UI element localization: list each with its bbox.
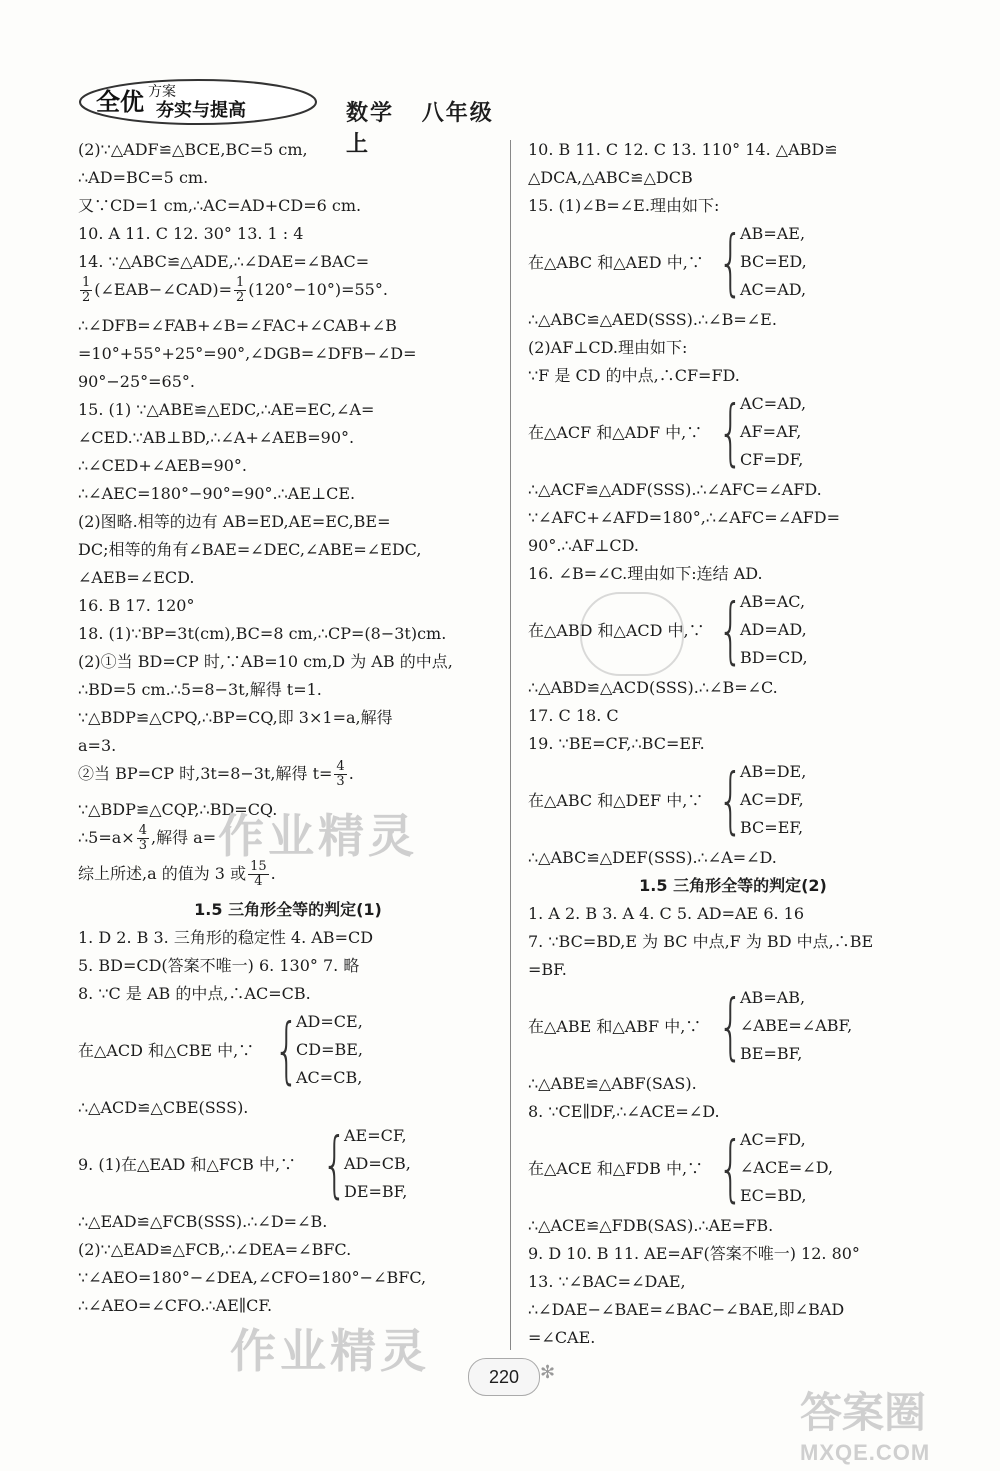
series-logo xyxy=(78,72,318,128)
column-divider xyxy=(510,140,511,1350)
answer-line: ∵F 是 CD 的中点,∴CF=FD. xyxy=(528,366,740,385)
answer-line: 18. (1)∵BP=3t(cm),BC=8 cm,∴CP=(8−3t)cm. xyxy=(78,624,447,643)
answer-line: 14. ∵△ABC≌△ADE,∴∠DAE=∠BAC= xyxy=(78,252,370,271)
svg-text:全优: 全优 xyxy=(96,88,144,116)
answer-line: ∴∠DAE−∠BAE=∠BAC−∠BAE,即∠BAD xyxy=(528,1300,845,1319)
watermark: 作业精灵 xyxy=(230,1324,430,1378)
answer-line: ∴BD=5 cm.∴5=8−3t,解得 t=1. xyxy=(78,680,322,699)
equation-system: 在△ACF 和△ADF 中,∵ { AC=AD, AF=AF, CF=DF, xyxy=(528,390,807,474)
answer-line: 10. B 11. C 12. C 13. 110° 14. △ABD≌ xyxy=(528,140,838,159)
answer-line: ∵∠AEO=180°−∠DEA,∠CFO=180°−∠BFC, xyxy=(78,1268,427,1287)
svg-text:方案: 方案 xyxy=(148,84,176,100)
watermark: 作业精灵 xyxy=(218,809,418,863)
fraction-four-thirds: $\frac{4}{3}$ xyxy=(138,823,147,853)
answer-line: ∴△ABC≌△DEF(SSS).∴∠A=∠D. xyxy=(528,848,777,867)
answer-line: ∴△ACF≌△ADF(SSS).∴∠AFC=∠AFD. xyxy=(528,480,822,499)
answer-line: ∵△BDP≌△CPQ,∴BP=CQ,即 3×1=a,解得 xyxy=(78,708,393,727)
answer-line: =∠CAE. xyxy=(528,1328,596,1347)
section-title: 1.5 三角形全等的判定(1) xyxy=(194,900,382,919)
answer-line: ∴∠AEO=∠CFO.∴AE∥CF. xyxy=(78,1296,273,1315)
equation-system: 在△ACE 和△FDB 中,∵ { AC=FD, ∠ACE=∠D, EC=BD, xyxy=(528,1126,834,1210)
answer-line: 5. BD=CD(答案不唯一) 6. 130° 7. 略 xyxy=(78,956,360,975)
answer-line: 17. C 18. C xyxy=(528,706,619,725)
answer-line: 90°.∴AF⊥CD. xyxy=(528,536,639,555)
site-watermark-url: MXQE.COM xyxy=(800,1440,931,1465)
answer-line: (2)∵△ADF≌△BCE,BC=5 cm, xyxy=(78,140,308,159)
equation-system: 在△ABC 和△DEF 中,∵ { AB=DE, AC=DF, BC=EF, xyxy=(528,758,807,842)
section-title: 1.5 三角形全等的判定(2) xyxy=(639,876,827,895)
answer-line: 15. (1)∠B=∠E.理由如下: xyxy=(528,196,720,215)
right-column xyxy=(528,136,938,1352)
answer-line: 1. D 2. B 3. 三角形的稳定性 4. AB=CD xyxy=(78,928,374,947)
answer-line: 19. ∵BE=CF,∴BC=EF. xyxy=(528,734,705,753)
answer-line-fraction: 综上所述,a 的值为 3 或 $\frac{15}{4}$ . xyxy=(78,859,276,889)
page-number: 220 xyxy=(468,1358,540,1396)
answer-line-fraction: ∴5=a× $\frac{4}{3}$ ,解得 a= xyxy=(78,823,217,853)
left-brace: { xyxy=(718,220,744,304)
header-volume: 上 xyxy=(346,132,371,157)
flower-ornament-icon: ✻ xyxy=(540,1362,556,1383)
answer-line: ∴∠DFB=∠FAB+∠B=∠FAC+∠CAB+∠B xyxy=(78,316,397,335)
fraction-four-thirds: $\frac{4}{3}$ xyxy=(336,759,345,789)
fraction-fifteen-fourths: $\frac{15}{4}$ xyxy=(250,859,267,889)
left-brace: { xyxy=(322,1122,348,1206)
answer-line: 10. A 11. C 12. 30° 13. 1 : 4 xyxy=(78,224,304,243)
answer-line: 7. ∵BC=BD,E 为 BC 中点,F 为 BD 中点,∴BE xyxy=(528,932,874,951)
answer-line: (2)图略.相等的边有 AB=ED,AE=EC,BE= xyxy=(78,512,391,531)
answer-line-fraction: ②当 BP=CP 时,3t=8−3t,解得 t= $\frac{4}{3}$ . xyxy=(78,759,354,789)
answer-line: ∠CED.∵AB⊥BD,∴∠A+∠AEB=90°. xyxy=(78,428,355,447)
answer-line: 16. ∠B=∠C.理由如下:连结 AD. xyxy=(528,564,763,583)
left-brace: { xyxy=(274,1008,300,1092)
series-logo-graphic xyxy=(78,72,318,128)
answer-line: ∴△ACD≌△CBE(SSS). xyxy=(78,1098,249,1117)
answer-line: ∴△ABC≌△AED(SSS).∴∠B=∠E. xyxy=(528,310,777,329)
answer-line: ∵△BDP≌△CQP,∴BD=CQ. xyxy=(78,800,278,819)
left-brace: { xyxy=(718,1126,744,1210)
answer-line: ∴AD=BC=5 cm. xyxy=(78,168,209,187)
answer-line: 又∵CD=1 cm,∴AC=AD+CD=6 cm. xyxy=(78,196,362,215)
answer-line: 15. (1) ∵△ABE≌△EDC,∴AE=EC,∠A= xyxy=(78,400,375,419)
left-brace: { xyxy=(718,390,744,474)
answer-line: ∴△ACE≌△FDB(SAS).∴AE=FB. xyxy=(528,1216,774,1235)
answer-line: 90°−25°=65°. xyxy=(78,372,195,391)
site-watermark-logo xyxy=(800,1380,990,1465)
fraction-half: $\frac{1}{2}$ xyxy=(82,275,91,305)
answer-line: 13. ∵∠BAC=∠DAE, xyxy=(528,1272,686,1291)
equation-system: 在△ABE 和△ABF 中,∵ { AB=AB, ∠ABE=∠ABF, BE=BF, xyxy=(528,984,853,1068)
equation-system: 在△ABD 和△ACD 中,∵ { AB=AC, AD=AD, BD=CD, xyxy=(528,588,808,672)
left-brace: { xyxy=(718,758,744,842)
answer-line: ∴△ABE≌△ABF(SAS). xyxy=(528,1074,697,1093)
stamp-seal xyxy=(580,592,684,676)
answer-line: DC;相等的角有∠BAE=∠DEC,∠ABE=∠EDC, xyxy=(78,540,422,559)
site-watermark-title: 答案圈 xyxy=(800,1388,927,1437)
answer-line: ∴∠AEC=180°−90°=90°.∴AE⊥CE. xyxy=(78,484,356,503)
answer-line: =BF. xyxy=(528,960,567,979)
left-brace: { xyxy=(718,588,744,672)
answer-line: ∴△EAD≌△FCB(SSS).∴∠D=∠B. xyxy=(78,1212,328,1231)
answer-line-fraction: $\frac{1}{2}$ (∠EAB−∠CAD)= $\frac{1}{2}$ (120°−10°)=55°. xyxy=(82,275,388,305)
equation-system: 在△ACD 和△CBE 中,∵ { AD=CE, CD=BE, AC=CB, xyxy=(78,1008,363,1092)
answer-line: ∴∠CED+∠AEB=90°. xyxy=(78,456,247,475)
header-grade: 八年级 xyxy=(421,101,494,126)
answer-line: 8. ∵C 是 AB 的中点,∴AC=CB. xyxy=(78,984,311,1003)
answer-line: a=3. xyxy=(78,736,117,755)
equation-system: 9. (1)在△EAD 和△FCB 中,∵ { AE=CF, AD=CB, DE=BF, xyxy=(78,1122,411,1206)
equation-system: 在△ABC 和△AED 中,∵ { AB=AE, BC=ED, AC=AD, xyxy=(528,220,807,304)
answer-line: 9. D 10. B 11. AE=AF(答案不唯一) 12. 80° xyxy=(528,1244,860,1263)
answer-line: =10°+55°+25°=90°,∠DGB=∠DFB−∠D= xyxy=(78,344,417,363)
answer-line: ∠AEB=∠ECD. xyxy=(78,568,195,587)
answer-line: ∵∠AFC+∠AFD=180°,∴∠AFC=∠AFD= xyxy=(528,508,840,527)
fraction-half: $\frac{1}{2}$ xyxy=(236,275,245,305)
left-brace: { xyxy=(718,984,744,1068)
answer-line: 16. B 17. 120° xyxy=(78,596,195,615)
left-column xyxy=(78,136,498,1320)
header-subject: 数学 xyxy=(346,101,395,126)
svg-text:夯实与提高: 夯实与提高 xyxy=(156,100,246,121)
answer-line: 8. ∵CE∥DF,∴∠ACE=∠D. xyxy=(528,1102,720,1121)
answer-line: (2)AF⊥CD.理由如下: xyxy=(528,338,688,357)
answer-line: ∴△ABD≌△ACD(SSS).∴∠B=∠C. xyxy=(528,678,778,697)
answer-line: (2)①当 BD=CP 时,∵AB=10 cm,D 为 AB 的中点, xyxy=(78,652,453,671)
answer-line: 1. A 2. B 3. A 4. C 5. AD=AE 6. 16 xyxy=(528,904,805,923)
answer-line: (2)∵△EAD≌△FCB,∴∠DEA=∠BFC. xyxy=(78,1240,352,1259)
answer-line: △DCA,△ABC≌△DCB xyxy=(528,168,693,187)
